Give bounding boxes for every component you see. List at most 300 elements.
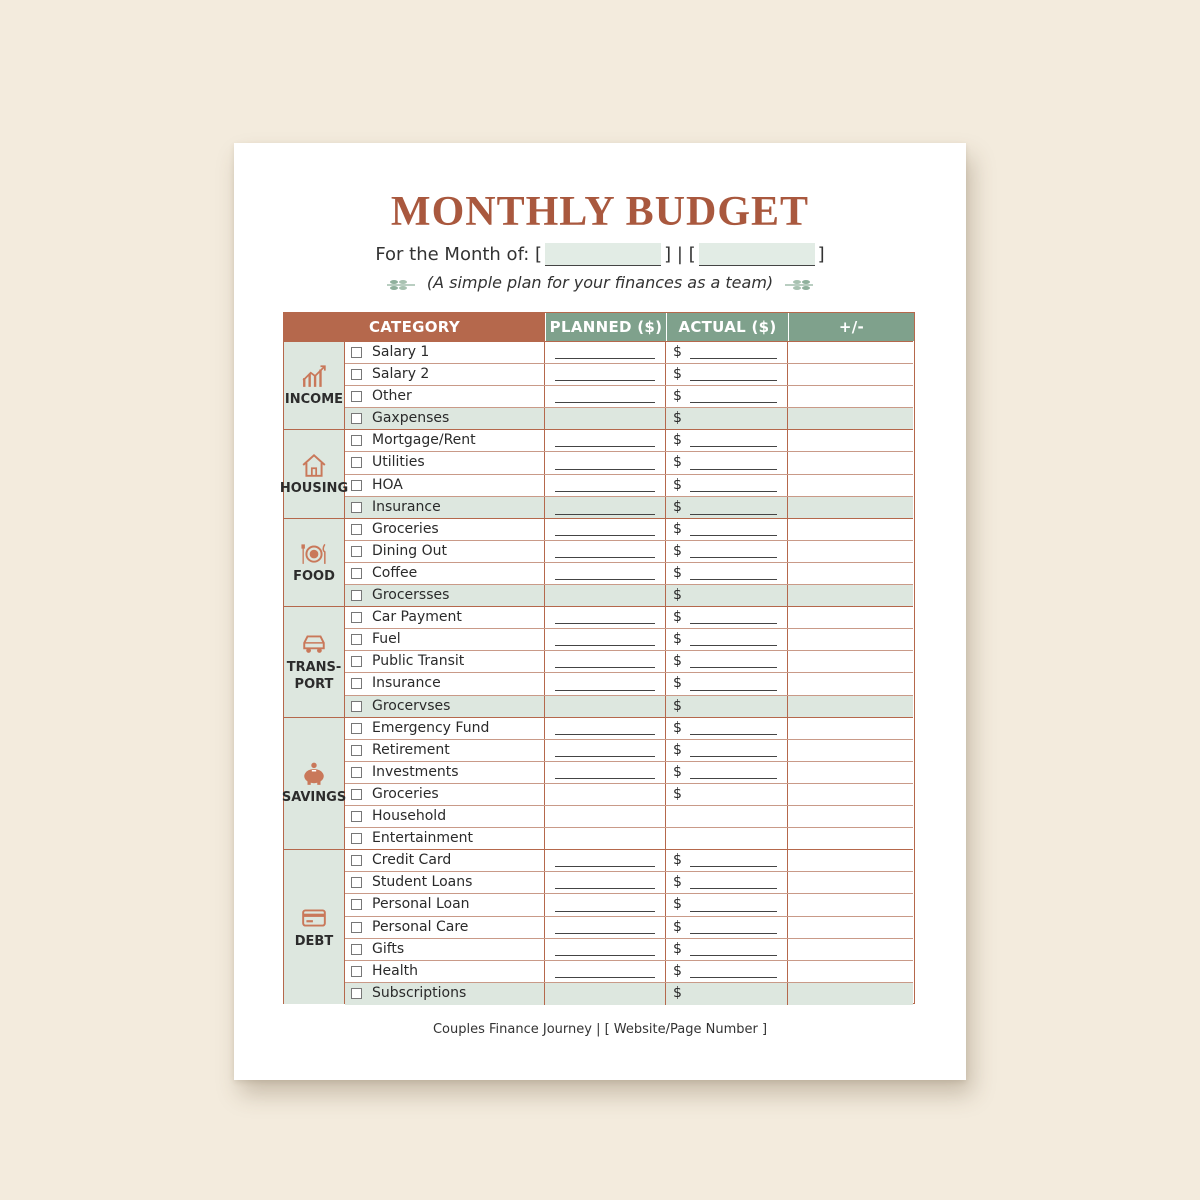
item-cell xyxy=(345,585,545,607)
currency-symbol: $ xyxy=(673,631,682,648)
item-cell xyxy=(345,872,545,893)
planned-blank xyxy=(555,469,655,470)
item-cell xyxy=(345,894,545,915)
actual-cell[interactable] xyxy=(666,364,788,385)
row-label: Personal Care xyxy=(372,918,469,935)
item-cell xyxy=(345,607,545,628)
actual-cell[interactable] xyxy=(666,939,788,960)
item-cell xyxy=(345,386,545,407)
currency-symbol: $ xyxy=(673,498,682,515)
row-checkbox[interactable] xyxy=(351,391,362,402)
planned-cell[interactable] xyxy=(545,430,666,451)
row-checkbox[interactable] xyxy=(351,369,362,380)
row-checkbox[interactable] xyxy=(351,877,362,888)
planned-blank xyxy=(555,977,655,978)
row-label: Student Loans xyxy=(372,874,473,891)
actual-blank xyxy=(690,402,777,403)
actual-blank xyxy=(690,579,777,580)
table-row xyxy=(345,364,913,386)
row-label: Coffee xyxy=(372,564,418,581)
currency-symbol: $ xyxy=(673,366,682,383)
table-row xyxy=(345,651,913,673)
row-label: Investments xyxy=(372,763,459,780)
actual-blank xyxy=(690,645,777,646)
row-checkbox[interactable] xyxy=(351,899,362,910)
planned-cell[interactable] xyxy=(545,541,666,562)
row-label: Health xyxy=(372,962,418,979)
table-row xyxy=(345,563,913,585)
item-cell xyxy=(345,718,545,739)
item-cell xyxy=(345,408,545,430)
planned-cell[interactable] xyxy=(545,718,666,739)
actual-blank xyxy=(690,888,777,889)
row-label: Subscriptions xyxy=(372,984,467,1001)
actual-blank xyxy=(690,778,777,779)
planned-cell[interactable] xyxy=(545,651,666,672)
planned-blank xyxy=(555,933,655,934)
planned-blank xyxy=(555,557,655,558)
actual-cell[interactable] xyxy=(666,430,788,451)
currency-symbol: $ xyxy=(673,454,682,471)
actual-cell[interactable] xyxy=(666,585,788,607)
actual-blank xyxy=(690,535,777,536)
group-label-line: SAVINGS xyxy=(281,789,347,805)
planned-cell[interactable] xyxy=(545,961,666,982)
row-checkbox[interactable] xyxy=(351,435,362,446)
group-label xyxy=(285,391,343,408)
row-label: Groceries xyxy=(372,785,439,802)
currency-symbol: $ xyxy=(673,587,682,604)
row-checkbox[interactable] xyxy=(351,480,362,491)
row-label: Other xyxy=(372,388,412,405)
item-cell xyxy=(345,629,545,650)
table-row xyxy=(345,806,913,828)
row-checkbox[interactable] xyxy=(351,833,362,844)
group-label-cell xyxy=(281,718,347,850)
currency-symbol: $ xyxy=(673,410,682,427)
header-planned: PLANNED ($) xyxy=(545,313,666,341)
planned-cell[interactable] xyxy=(545,342,666,363)
actual-blank xyxy=(690,380,777,381)
item-cell xyxy=(345,917,545,938)
row-checkbox[interactable] xyxy=(351,568,362,579)
budget-sheet xyxy=(234,143,966,1080)
currency-symbol: $ xyxy=(673,852,682,869)
table-row xyxy=(345,983,913,1005)
planned-blank xyxy=(555,888,655,889)
row-label: Groceries xyxy=(372,520,439,537)
item-cell xyxy=(345,452,545,473)
item-cell xyxy=(345,651,545,672)
currency-symbol: $ xyxy=(673,785,682,802)
actual-cell[interactable] xyxy=(666,894,788,915)
planned-cell[interactable] xyxy=(545,364,666,385)
row-label: Dining Out xyxy=(372,542,448,559)
planned-blank xyxy=(555,955,655,956)
group-label-line: INCOME xyxy=(284,392,344,408)
table-row xyxy=(345,342,913,364)
row-label: Mortgage/Rent xyxy=(372,432,476,449)
header-actual: ACTUAL ($) xyxy=(666,313,788,341)
planned-cell[interactable] xyxy=(545,850,666,871)
subtitle: (A simple plan for your finances as a team) xyxy=(426,273,774,292)
group-debt xyxy=(284,849,913,1004)
table-row xyxy=(345,828,913,850)
currency-symbol: $ xyxy=(673,962,682,979)
actual-cell[interactable] xyxy=(666,917,788,938)
planned-blank xyxy=(555,645,655,646)
actual-cell[interactable] xyxy=(666,784,788,805)
row-checkbox[interactable] xyxy=(351,811,362,822)
planned-cell[interactable] xyxy=(545,806,666,827)
actual-blank xyxy=(690,446,777,447)
row-checkbox[interactable] xyxy=(351,546,362,557)
group-label-cell xyxy=(284,342,345,429)
growth-chart-icon xyxy=(301,363,327,389)
planned-cell[interactable] xyxy=(545,585,666,607)
table-row xyxy=(345,740,913,762)
row-checkbox[interactable] xyxy=(351,701,362,712)
item-cell xyxy=(345,673,545,694)
actual-cell[interactable] xyxy=(666,607,788,628)
actual-cell[interactable] xyxy=(666,497,788,519)
planned-blank xyxy=(555,690,655,691)
table-row xyxy=(345,872,913,894)
credit-card-icon xyxy=(301,905,327,931)
currency-symbol: $ xyxy=(673,719,682,736)
table-row xyxy=(345,673,913,695)
group-label-cell xyxy=(284,519,345,606)
group-transport xyxy=(284,606,913,717)
actual-blank xyxy=(690,358,777,359)
group-label xyxy=(295,933,333,950)
actual-blank xyxy=(690,911,777,912)
row-label: Car Payment xyxy=(372,609,462,626)
table-row xyxy=(345,961,913,983)
planned-cell[interactable] xyxy=(545,740,666,761)
row-checkbox[interactable] xyxy=(351,745,362,756)
actual-cell[interactable] xyxy=(666,740,788,761)
actual-cell[interactable] xyxy=(666,408,788,430)
row-checkbox[interactable] xyxy=(351,922,362,933)
planned-cell[interactable] xyxy=(545,872,666,893)
table-row xyxy=(345,475,913,497)
month-separator: ] | [ xyxy=(664,244,696,265)
item-cell xyxy=(345,541,545,562)
table-row xyxy=(345,939,913,961)
row-label: Credit Card xyxy=(372,852,452,869)
planned-cell[interactable] xyxy=(545,696,666,718)
item-cell xyxy=(345,430,545,451)
table-row xyxy=(345,452,913,474)
group-label xyxy=(282,789,346,806)
row-checkbox[interactable] xyxy=(351,656,362,667)
item-cell xyxy=(345,983,545,1005)
item-cell xyxy=(345,806,545,827)
actual-cell[interactable] xyxy=(666,475,788,496)
table-row xyxy=(345,850,913,872)
actual-cell[interactable] xyxy=(666,386,788,407)
actual-cell[interactable] xyxy=(666,806,788,827)
row-checkbox[interactable] xyxy=(351,789,362,800)
planned-blank xyxy=(555,667,655,668)
planned-blank xyxy=(555,358,655,359)
currency-symbol: $ xyxy=(673,653,682,670)
row-label: Insurance xyxy=(372,675,441,692)
page-footer: Couples Finance Journey | [ Website/Page Number ] xyxy=(432,1022,768,1037)
table-row xyxy=(345,784,913,806)
item-cell xyxy=(345,850,545,871)
row-label: Entertainment xyxy=(372,830,474,847)
row-checkbox[interactable] xyxy=(351,634,362,645)
row-label: Fuel xyxy=(372,631,401,648)
actual-blank xyxy=(690,557,777,558)
planned-cell[interactable] xyxy=(545,894,666,915)
table-row xyxy=(345,408,913,430)
actual-blank xyxy=(690,491,777,492)
planned-blank xyxy=(555,623,655,624)
actual-cell[interactable] xyxy=(666,541,788,562)
actual-blank xyxy=(690,866,777,867)
row-label: Salary 2 xyxy=(372,366,430,383)
right-sprig-icon xyxy=(784,278,814,292)
group-food xyxy=(284,518,913,606)
house-icon xyxy=(301,452,327,478)
planned-cell[interactable] xyxy=(545,607,666,628)
row-label: Household xyxy=(372,808,447,825)
group-label xyxy=(280,480,348,497)
planned-cell[interactable] xyxy=(545,519,666,540)
subtitle-line xyxy=(234,273,966,292)
planned-blank xyxy=(555,514,655,515)
actual-blank xyxy=(690,690,777,691)
actual-cell[interactable] xyxy=(666,342,788,363)
currency-symbol: $ xyxy=(673,697,682,714)
row-checkbox[interactable] xyxy=(351,502,362,513)
row-label: Retirement xyxy=(372,741,450,758)
currency-symbol: $ xyxy=(673,675,682,692)
row-checkbox[interactable] xyxy=(351,347,362,358)
item-cell xyxy=(345,939,545,960)
group-label-cell xyxy=(284,850,345,1004)
currency-symbol: $ xyxy=(673,432,682,449)
item-cell xyxy=(345,475,545,496)
item-cell xyxy=(345,342,545,363)
actual-blank xyxy=(690,756,777,757)
row-label: Grocervses xyxy=(372,697,451,714)
month-line xyxy=(234,243,966,266)
item-cell xyxy=(345,563,545,584)
actual-cell[interactable] xyxy=(666,519,788,540)
currency-symbol: $ xyxy=(673,609,682,626)
currency-symbol: $ xyxy=(673,344,682,360)
row-label: Gaxpenses xyxy=(372,410,450,427)
planned-cell[interactable] xyxy=(545,784,666,805)
actual-blank xyxy=(690,933,777,934)
currency-symbol: $ xyxy=(673,741,682,758)
header-difference: +/- DIFFERENCE xyxy=(788,313,914,341)
piggy-bank-icon xyxy=(301,761,327,787)
currency-symbol: $ xyxy=(673,388,682,405)
table-row xyxy=(345,696,913,718)
row-checkbox[interactable] xyxy=(351,966,362,977)
group-label-line: DEBT xyxy=(294,933,334,949)
row-label: Grocersses xyxy=(372,587,450,604)
planned-cell[interactable] xyxy=(545,629,666,650)
row-checkbox[interactable] xyxy=(351,767,362,778)
table-row xyxy=(345,497,913,519)
planned-blank xyxy=(555,734,655,735)
row-label: Public Transit xyxy=(372,653,465,670)
currency-symbol: $ xyxy=(673,940,682,957)
item-cell xyxy=(345,364,545,385)
row-checkbox[interactable] xyxy=(351,723,362,734)
row-label: Insurance xyxy=(372,498,441,515)
group-label-line: TRANS- xyxy=(286,659,342,675)
row-checkbox[interactable] xyxy=(351,457,362,468)
group-housing xyxy=(279,429,913,517)
item-cell xyxy=(345,696,545,718)
planned-blank xyxy=(555,579,655,580)
group-label-cell xyxy=(279,430,349,517)
currency-symbol: $ xyxy=(673,984,682,1001)
planned-cell[interactable] xyxy=(545,917,666,938)
planned-blank xyxy=(555,756,655,757)
actual-cell[interactable] xyxy=(666,629,788,650)
month-field-1[interactable] xyxy=(545,243,661,266)
item-cell xyxy=(345,740,545,761)
currency-symbol: $ xyxy=(673,542,682,559)
currency-symbol: $ xyxy=(673,564,682,581)
row-label: Utilities xyxy=(372,454,425,471)
planned-cell[interactable] xyxy=(545,828,666,850)
currency-symbol: $ xyxy=(673,476,682,493)
actual-cell[interactable] xyxy=(666,850,788,871)
actual-cell[interactable] xyxy=(666,696,788,718)
left-sprig-icon xyxy=(386,278,416,292)
plate-utensils-icon xyxy=(301,540,327,566)
planned-cell[interactable] xyxy=(545,563,666,584)
group-label xyxy=(293,568,335,585)
actual-cell[interactable] xyxy=(666,872,788,893)
row-checkbox[interactable] xyxy=(351,855,362,866)
actual-blank xyxy=(690,623,777,624)
table-row xyxy=(345,718,913,740)
actual-cell[interactable] xyxy=(666,828,788,850)
planned-cell[interactable] xyxy=(545,762,666,783)
row-checkbox[interactable] xyxy=(351,612,362,623)
actual-cell[interactable] xyxy=(666,452,788,473)
actual-cell[interactable] xyxy=(666,563,788,584)
planned-blank xyxy=(555,491,655,492)
item-cell xyxy=(345,519,545,540)
item-cell xyxy=(345,961,545,982)
actual-cell[interactable] xyxy=(666,961,788,982)
actual-blank xyxy=(690,469,777,470)
row-checkbox[interactable] xyxy=(351,944,362,955)
month-suffix: ] xyxy=(817,244,825,265)
actual-cell[interactable] xyxy=(666,673,788,694)
table-row xyxy=(345,386,913,408)
planned-cell[interactable] xyxy=(545,983,666,1005)
actual-blank xyxy=(690,734,777,735)
row-checkbox[interactable] xyxy=(351,524,362,535)
planned-cell[interactable] xyxy=(545,475,666,496)
planned-cell[interactable] xyxy=(545,497,666,519)
item-cell xyxy=(345,762,545,783)
row-checkbox[interactable] xyxy=(351,678,362,689)
planned-blank xyxy=(555,866,655,867)
group-income xyxy=(284,341,913,429)
planned-blank xyxy=(555,911,655,912)
page-title: MONTHLY BUDGET xyxy=(390,189,810,235)
currency-symbol: $ xyxy=(673,763,682,780)
currency-symbol: $ xyxy=(673,918,682,935)
group-label-line: PORT xyxy=(294,676,334,692)
currency-symbol: $ xyxy=(673,520,682,537)
row-checkbox[interactable] xyxy=(351,988,362,999)
item-cell xyxy=(345,828,545,850)
actual-cell[interactable] xyxy=(666,762,788,783)
actual-cell[interactable] xyxy=(666,651,788,672)
planned-blank xyxy=(555,380,655,381)
table-row xyxy=(345,894,913,916)
table-row xyxy=(345,762,913,784)
planned-cell[interactable] xyxy=(545,452,666,473)
group-label xyxy=(287,659,342,693)
planned-cell[interactable] xyxy=(545,386,666,407)
table-row xyxy=(345,541,913,563)
budget-table xyxy=(279,312,915,1004)
table-row xyxy=(345,917,913,939)
table-row xyxy=(345,430,913,452)
planned-blank xyxy=(555,446,655,447)
table-row xyxy=(345,585,913,607)
planned-blank xyxy=(555,778,655,779)
actual-cell[interactable] xyxy=(666,718,788,739)
currency-symbol: $ xyxy=(673,896,682,913)
actual-blank xyxy=(690,514,777,515)
group-savings xyxy=(281,717,913,850)
row-label: Salary 1 xyxy=(372,344,430,360)
planned-cell[interactable] xyxy=(545,673,666,694)
actual-cell[interactable] xyxy=(666,983,788,1005)
table-row xyxy=(345,607,913,629)
row-label: Emergency Fund xyxy=(372,719,490,736)
row-label: HOA xyxy=(372,476,403,493)
month-prefix: For the Month of: [ xyxy=(375,244,543,265)
row-label: Gifts xyxy=(372,940,405,957)
table-row xyxy=(345,629,913,651)
actual-blank xyxy=(690,977,777,978)
row-checkbox[interactable] xyxy=(351,413,362,424)
group-label-cell xyxy=(284,607,345,717)
item-cell xyxy=(345,784,545,805)
planned-blank xyxy=(555,402,655,403)
actual-blank xyxy=(690,955,777,956)
actual-blank xyxy=(690,667,777,668)
planned-cell[interactable] xyxy=(545,408,666,430)
car-icon xyxy=(301,631,327,657)
row-checkbox[interactable] xyxy=(351,590,362,601)
month-field-2[interactable] xyxy=(699,243,815,266)
planned-cell[interactable] xyxy=(545,939,666,960)
group-label-line: HOUSING xyxy=(279,480,349,496)
currency-symbol: $ xyxy=(673,874,682,891)
planned-blank xyxy=(555,535,655,536)
group-label-line: FOOD xyxy=(293,568,335,584)
table-row xyxy=(345,519,913,541)
